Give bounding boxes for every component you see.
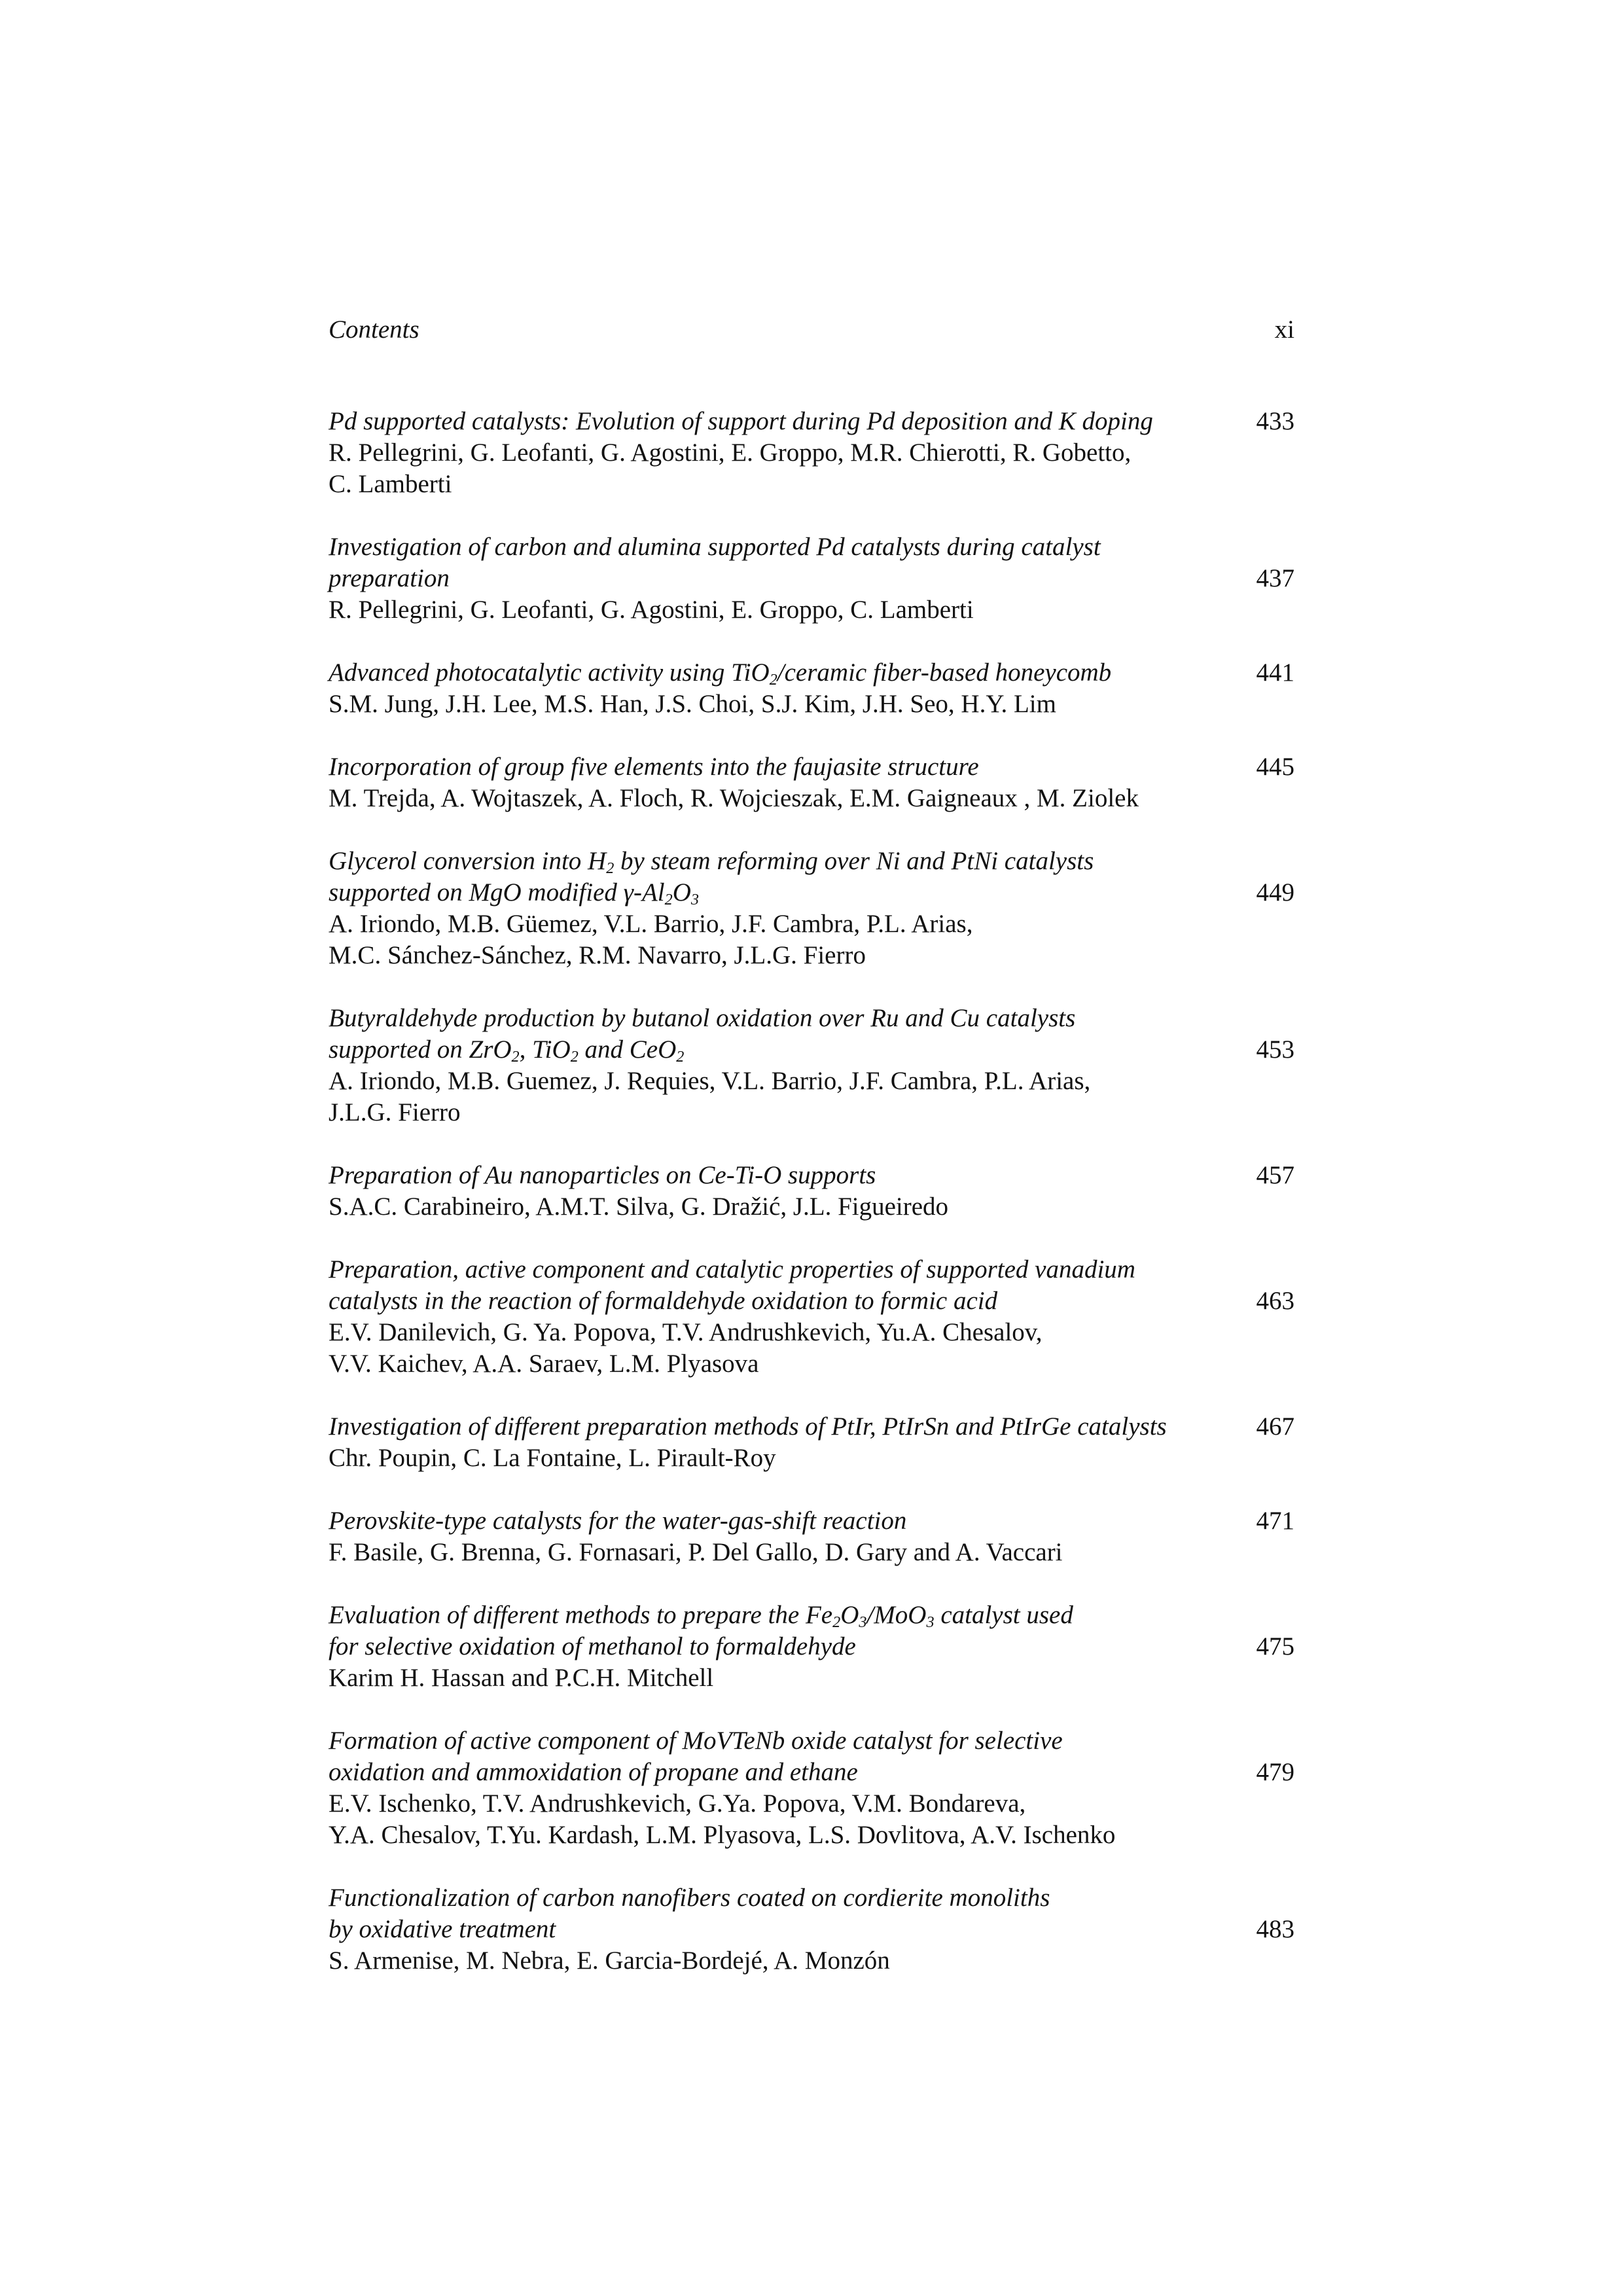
toc-entry-title-line: Investigation of different preparation methods of PtIr, PtIrSn and PtIrGe catalysts <box>329 1412 1167 1441</box>
toc-entry-heading <box>329 1160 1294 1191</box>
toc-entry-title-line: oxidation and ammoxidation of propane and ethane <box>329 1758 858 1786</box>
toc-entry-title-line: Formation of active component of MoVTeNb oxide catalyst for selective <box>329 1727 1063 1755</box>
toc-entry-title-line: Perovskite-type catalysts for the water-gas-shift reaction <box>329 1507 907 1535</box>
toc-entry-page: 445 <box>1256 753 1294 781</box>
toc-entry-page: 433 <box>1256 407 1294 435</box>
toc-entry-title-line: supported on MgO modified $\gamma-Al_2O_3$ <box>329 878 700 909</box>
toc-entry-title <box>329 751 1242 783</box>
toc-entry-title-line: preparation <box>329 564 450 592</box>
toc-entry-title-line: supported on ZrO$_2$, TiO$_2$ and CeO$_2$ <box>329 1035 685 1066</box>
toc-entry-page: 437 <box>1256 564 1294 592</box>
toc-entry-title-line: Functionalization of carbon nanofibers coated on cordierite monoliths <box>329 1884 1050 1912</box>
toc-entry-heading <box>329 1505 1294 1537</box>
toc-entry-title <box>329 657 1242 689</box>
toc-entry-page: 479 <box>1256 1758 1294 1786</box>
toc-entry <box>329 1600 1294 1694</box>
toc-entry-page: 483 <box>1256 1915 1294 1943</box>
toc-entry <box>329 751 1294 814</box>
toc-entry-authors: J.L.G. Fierro <box>329 1098 461 1126</box>
running-header <box>329 314 1294 346</box>
toc-entry-title-line: Investigation of carbon and alumina supported Pd catalysts during catalyst <box>329 533 1101 561</box>
toc-entry-heading <box>329 1882 1294 1945</box>
toc-entry-page: 449 <box>1256 878 1294 906</box>
toc-entry-authors: R. Pellegrini, G. Leofanti, G. Agostini, E. Groppo, M.R. Chierotti, R. Gobetto, <box>329 439 1132 467</box>
toc-entry-title-line: Advanced photocatalytic activity using TiO$_2$/ceramic fiber-based honeycomb <box>329 658 1112 689</box>
toc-entry <box>329 1254 1294 1380</box>
toc-entry-authors: C. Lamberti <box>329 470 452 498</box>
toc-entry-title-line: Pd supported catalysts: Evolution of support during Pd deposition and K doping <box>329 407 1153 435</box>
toc-entry-title <box>329 406 1242 437</box>
toc-entry-authors: A. Iriondo, M.B. Güemez, V.L. Barrio, J.F. Cambra, P.L. Arias, <box>329 910 973 938</box>
toc-entry-title <box>329 1411 1242 1443</box>
toc-entry-authors: Karim H. Hassan and P.C.H. Mitchell <box>329 1664 714 1692</box>
table-of-contents <box>329 406 1294 2008</box>
toc-entry-title <box>329 1882 1242 1945</box>
toc-entry-page: 441 <box>1256 658 1294 687</box>
toc-entry-title <box>329 1254 1242 1317</box>
toc-entry <box>329 1882 1294 1977</box>
toc-entry-title <box>329 1003 1242 1066</box>
toc-entry-page: 467 <box>1256 1412 1294 1441</box>
toc-entry-authors: S. Armenise, M. Nebra, E. Garcia-Bordejé, A. Monzón <box>329 1946 890 1975</box>
toc-entry <box>329 406 1294 500</box>
toc-entry-title-line: for selective oxidation of methanol to formaldehyde <box>329 1632 856 1660</box>
toc-entry-heading <box>329 1725 1294 1788</box>
toc-entry <box>329 657 1294 720</box>
toc-entry-authors: F. Basile, G. Brenna, G. Fornasari, P. Del Gallo, D. Gary and A. Vaccari <box>329 1538 1063 1566</box>
toc-entry-heading <box>329 657 1294 689</box>
toc-entry-authors: S.A.C. Carabineiro, A.M.T. Silva, G. Dražić, J.L. Figueiredo <box>329 1193 949 1221</box>
toc-entry-title-line: Preparation of Au nanoparticles on Ce-Ti-O supports <box>329 1161 876 1189</box>
toc-entry-title <box>329 1725 1242 1788</box>
toc-entry-title <box>329 846 1242 908</box>
toc-entry-authors: V.V. Kaichev, A.A. Saraev, L.M. Plyasova <box>329 1350 759 1378</box>
toc-entry-title-line: Incorporation of group five elements into the faujasite structure <box>329 753 979 781</box>
toc-entry-heading <box>329 531 1294 594</box>
toc-entry-authors: Y.A. Chesalov, T.Yu. Kardash, L.M. Plyasova, L.S. Dovlitova, A.V. Ischenko <box>329 1821 1116 1849</box>
toc-entry <box>329 1505 1294 1568</box>
toc-entry-authors: E.V. Danilevich, G. Ya. Popova, T.V. Andrushkevich, Yu.A. Chesalov, <box>329 1318 1043 1346</box>
page-number: xi <box>1274 315 1294 344</box>
toc-entry-page: 463 <box>1256 1287 1294 1315</box>
toc-entry-title-line: Butyraldehyde production by butanol oxidation over Ru and Cu catalysts <box>329 1004 1076 1032</box>
toc-entry <box>329 1160 1294 1223</box>
toc-entry-title-line: Evaluation of different methods to prepare the $Fe_2O_3/MoO_3$ catalyst used <box>329 1601 1073 1632</box>
toc-entry-title <box>329 1160 1242 1191</box>
running-header-title: Contents <box>329 315 419 344</box>
toc-entry-authors: S.M. Jung, J.H. Lee, M.S. Han, J.S. Choi, S.J. Kim, J.H. Seo, H.Y. Lim <box>329 690 1056 718</box>
toc-entry <box>329 1411 1294 1474</box>
toc-entry <box>329 1725 1294 1851</box>
toc-entry <box>329 846 1294 971</box>
toc-entry-page: 457 <box>1256 1161 1294 1189</box>
toc-entry-authors: E.V. Ischenko, T.V. Andrushkevich, G.Ya. Popova, V.M. Bondareva, <box>329 1789 1026 1818</box>
toc-entry-title-line: Glycerol conversion into $H_2$ by steam reforming over Ni and PtNi catalysts <box>329 847 1094 878</box>
toc-entry-heading <box>329 846 1294 908</box>
toc-entry-authors: M.C. Sánchez-Sánchez, R.M. Navarro, J.L.G. Fierro <box>329 941 866 969</box>
toc-entry-page: 475 <box>1256 1632 1294 1660</box>
toc-entry-authors: Chr. Poupin, C. La Fontaine, L. Pirault-Roy <box>329 1444 776 1472</box>
toc-entry-heading <box>329 1254 1294 1317</box>
toc-entry-heading <box>329 1003 1294 1066</box>
toc-entry-heading <box>329 406 1294 437</box>
toc-entry-title <box>329 1505 1242 1537</box>
toc-entry <box>329 1003 1294 1128</box>
toc-entry-title <box>329 531 1242 594</box>
toc-entry-title-line: catalysts in the reaction of formaldehyde oxidation to formic acid <box>329 1287 998 1315</box>
toc-entry <box>329 531 1294 626</box>
toc-entry-title-line: by oxidative treatment <box>329 1915 556 1943</box>
toc-entry-page: 471 <box>1256 1507 1294 1535</box>
toc-entry-heading <box>329 1411 1294 1443</box>
toc-entry-heading <box>329 751 1294 783</box>
toc-entry-authors: A. Iriondo, M.B. Guemez, J. Requies, V.L. Barrio, J.F. Cambra, P.L. Arias, <box>329 1067 1091 1095</box>
toc-entry-authors: M. Trejda, A. Wojtaszek, A. Floch, R. Wojcieszak, E.M. Gaigneaux , M. Ziolek <box>329 784 1139 812</box>
toc-entry-title-line: Preparation, active component and catalytic properties of supported vanadium <box>329 1255 1135 1283</box>
toc-entry-page: 453 <box>1256 1035 1294 1064</box>
toc-entry-authors: R. Pellegrini, G. Leofanti, G. Agostini, E. Groppo, C. Lamberti <box>329 596 974 624</box>
toc-entry-heading <box>329 1600 1294 1662</box>
toc-entry-title <box>329 1600 1242 1662</box>
